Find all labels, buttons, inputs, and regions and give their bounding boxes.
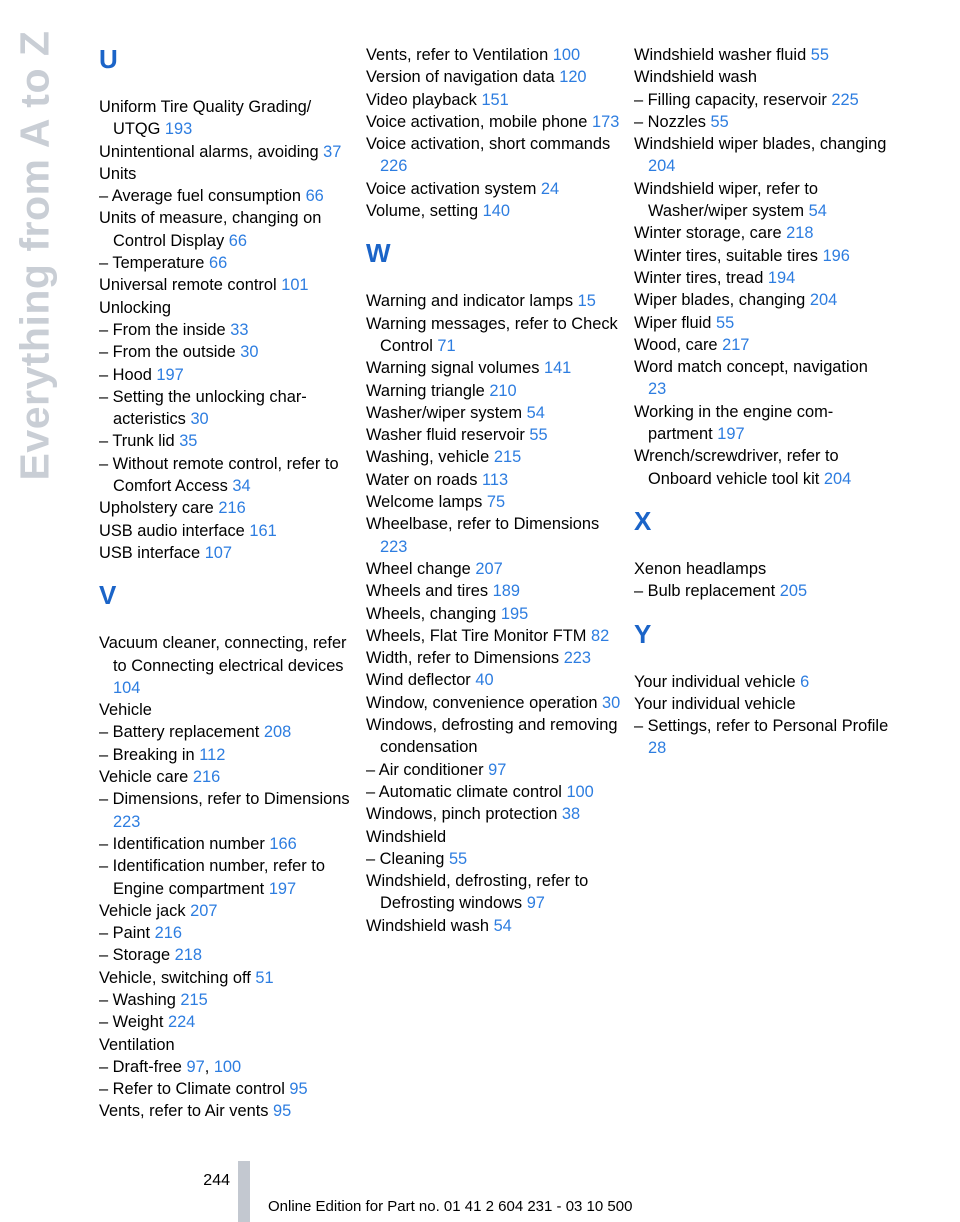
entry-text: Windows, defrosting and removing condensation [366,716,618,757]
index-entry [366,558,621,580]
entry-text: Wiper fluid [634,313,712,332]
page-link[interactable]: 173 [591,112,620,131]
index-entry [99,1078,354,1100]
index-entry [634,401,889,446]
entry-text: Windows, pinch protection [366,805,558,824]
index-entry [366,402,621,424]
page-link[interactable]: 30 [190,410,209,429]
page-link[interactable]: 207 [190,901,218,920]
page-link[interactable]: 218 [174,946,202,965]
index-entry [99,319,354,341]
page-link[interactable]: 226 [380,157,408,176]
entry-text: – Filling capacity, reservoir [634,90,827,109]
index-entry [99,364,354,386]
page-link[interactable]: 101 [281,276,309,295]
entry-text: Vehicle care [99,768,189,787]
entry-text: Wheels and tires [366,582,489,601]
index-entry [634,178,889,223]
page-link[interactable]: 54 [493,916,512,935]
index-column-2 [366,44,621,937]
page-link[interactable]: 197 [156,365,184,384]
entry-text: Vehicle, switching off [99,968,251,987]
entry-text: Voice activation, short commands [366,135,611,154]
page-link[interactable]: 33 [230,320,249,339]
page-number: 244 [203,1172,230,1189]
index-entry [366,111,621,133]
entry-text: – Storage [99,946,171,965]
entry-text: Windshield wash [366,916,489,935]
page-link[interactable]: 208 [263,723,292,742]
index-entry [634,44,889,66]
page-link[interactable]: 120 [559,68,587,87]
entry-text: Your individual vehicle [634,694,796,713]
page-link[interactable]: 6 [800,672,810,691]
entry-text: Universal remote control [99,276,277,295]
entry-text: – From the inside [99,320,226,339]
entry-text: Vents, refer to Ventilation [366,46,549,64]
index-entry [99,185,354,207]
entry-text: USB interface [99,543,201,562]
index-entry [634,89,889,111]
entry-text: Window, convenience operation [366,693,598,712]
page-link[interactable]: 197 [268,879,297,898]
index-entry [99,967,354,989]
page-link[interactable]: 107 [204,543,233,562]
index-entry [634,445,889,490]
entry-text: Water on roads [366,470,478,489]
index-entry [99,453,354,498]
index-entry [366,669,621,691]
page-link[interactable]: 15 [577,292,596,311]
page-link[interactable]: 55 [710,112,729,131]
index-entry [99,989,354,1011]
index-entry [634,356,889,401]
index-entry [99,1011,354,1033]
page-link[interactable]: 28 [648,739,667,758]
entry-text: – Setting the unlocking characteristics [99,387,307,429]
index-entry [366,290,621,312]
index-entry [99,855,354,900]
entry-text: – Washing [99,990,176,1009]
section-letter: U [99,44,118,74]
page-link[interactable]: 55 [716,313,735,332]
section-letter: X [634,505,652,536]
index-entry [366,781,621,803]
index-entry [99,274,354,296]
page-link[interactable]: 207 [475,559,503,578]
index-column-1 [99,44,354,1123]
index-entry [366,625,621,647]
entry-text: – Trunk lid [99,432,175,451]
entry-text: Video playback [366,90,477,109]
entry-text: Vents, refer to Air vents [99,1102,269,1121]
index-entry [99,632,354,699]
index-entry [366,603,621,625]
entry-text: Wrench/screwdriver, refer to Onboard vehicle tool kit [634,447,839,488]
page-link[interactable]: 66 [305,187,324,206]
index-entry [634,66,889,88]
index-entry [366,915,621,937]
page-link[interactable]: 205 [779,582,808,601]
page-link[interactable]: 55 [448,849,468,868]
page-link[interactable]: 54 [526,403,545,422]
index-entry [366,803,621,825]
page-link[interactable]: 51 [255,968,274,987]
index-entry [99,207,354,252]
page-link[interactable]: 24 [540,179,560,198]
side-title [4,30,66,480]
entry-text: – Battery replacement [99,723,260,742]
page-link[interactable]: 37 [323,142,342,161]
page-link[interactable]: 224 [167,1013,196,1032]
index-entry [634,693,889,715]
footer-bar [238,1161,250,1222]
page-link[interactable]: 223 [113,812,141,831]
page-link[interactable]: 100 [213,1057,242,1076]
index-entry [366,491,621,513]
page-link[interactable]: 100 [552,46,581,64]
page-link[interactable]: 30 [602,693,621,712]
entry-text: Winter tires, tread [634,268,764,287]
index-entry [634,715,889,760]
entry-text: – Hood [99,365,152,384]
entry-text: Your individual vehicle [634,672,796,691]
index-entry [634,267,889,289]
entry-text: Warning and indicator lamps [366,292,574,311]
page-link[interactable]: 225 [831,90,859,109]
index-entry [99,297,354,319]
index-entry [99,944,354,966]
index-entry [366,44,621,66]
entry-text: Word match concept, navigation [634,358,868,377]
index-entry [634,334,889,356]
page-link[interactable]: 55 [810,46,829,64]
entry-text: Windshield [366,827,447,846]
page-link[interactable]: 95 [289,1080,308,1099]
index-entry [99,163,354,185]
page-link[interactable]: 223 [563,649,592,668]
page-link[interactable]: 140 [482,202,510,221]
entry-text: – Automatic climate control [366,782,562,801]
index-entry: – Draft-free 97, 100 [99,1057,242,1076]
side-title-text: Everything from A to Z [11,30,58,480]
page-link[interactable]: 197 [717,425,745,444]
page-link[interactable]: 189 [492,582,520,601]
page-link[interactable]: 195 [500,604,529,623]
entry-text: Washer fluid reservoir [366,426,525,445]
entry-text: – Weight [99,1013,164,1032]
page-link[interactable]: 35 [179,432,198,451]
entry-text: Wheel change [366,559,471,578]
index-entry [99,520,354,542]
entry-text: – Without remote control, refer to Comfort Access [99,454,339,496]
entry-text: Wheels, changing [366,604,497,623]
index-entry [366,380,621,402]
entry-text: Vacuum cleaner, connecting, refer to Connecting electrical devices [99,634,347,675]
index-entry [99,1100,354,1122]
section-letter: W [366,238,391,269]
index-entry [634,671,889,693]
page-link[interactable]: 204 [648,157,676,176]
page-link[interactable]: 82 [590,626,610,645]
page-link[interactable]: 161 [249,521,277,540]
entry-text: – Cleaning [366,849,445,868]
entry-text: – Settings, refer to Personal Profile [634,717,889,736]
entry-text: Uniform Tire Quality Grading/ UTQG [99,98,312,139]
index-entry [366,313,621,358]
index-entry [366,469,621,491]
entry-text: Voice activation, mobile phone [366,112,588,131]
index-entry [366,133,621,178]
index-entry [366,759,621,781]
index-entry [366,714,621,759]
entry-text: Vehicle [99,701,152,720]
index-entry [99,497,354,519]
entry-text: Upholstery care [99,499,214,518]
section-letter: V [99,580,117,611]
entry-text: – Identification number, refer to Engine compartment [99,857,325,898]
index-entry [99,744,354,766]
page-link[interactable]: 216 [192,768,221,787]
entry-text: Winter storage, care [634,224,782,243]
index-entry [99,386,354,431]
index-entry [634,245,889,267]
entry-text: Warning signal volumes [366,359,540,378]
index-entry [366,357,621,379]
page-link[interactable]: 95 [273,1102,292,1121]
index-entry [634,558,889,580]
entry-text: Units [99,164,137,183]
index-entry [366,200,621,222]
index-entry [99,922,354,944]
page-link[interactable]: 204 [823,469,852,488]
entry-text: – Dimensions, refer to Dimensions [99,790,350,809]
entry-text: Units of measure, changing on Control Display [99,209,322,250]
entry-text: Warning triangle [366,381,485,400]
entry-text: – Temperature [99,254,205,273]
page-link[interactable]: 66 [228,231,247,250]
entry-text: Windshield washer fluid [634,46,807,64]
index-entry [634,312,889,334]
index-entry [99,699,354,721]
index-entry [634,222,889,244]
index-entry [99,833,354,855]
page-link[interactable]: 166 [269,834,297,853]
page-link[interactable]: 204 [809,291,838,310]
page-link[interactable]: 54 [808,202,827,221]
entry-text: Wheelbase, refer to Dimensions [366,515,600,534]
page-link[interactable]: 112 [199,745,226,764]
entry-text: Warning messages, refer to Check Control [366,314,618,355]
index-entry [99,900,354,922]
index-entry [366,580,621,602]
page-link[interactable]: 66 [208,254,228,273]
page-link[interactable]: 97 [488,760,507,779]
page-link[interactable]: 97 [526,894,545,913]
entry-text: – Paint [99,924,151,943]
entry-text: Welcome lamps [366,493,483,512]
entry-text: Wind deflector [366,671,471,690]
page-link[interactable]: 113 [482,470,509,489]
entry-text: Windshield wiper blades, changing [634,135,887,154]
entry-text: Windshield wiper, refer to Washer/wiper system [634,179,819,221]
entry-text: Ventilation [99,1035,175,1054]
page-link[interactable]: 194 [767,268,796,287]
index-entry [366,513,621,558]
footer-edition-text: Online Edition for Part no. 01 41 2 604 231 - 03 10 500 [268,1198,633,1215]
entry-text: Vehicle jack [99,901,186,920]
entry-text: USB audio interface [99,521,245,540]
index-entry [634,133,889,178]
page-link[interactable]: 30 [240,343,259,362]
entry-text: – Air conditioner [366,760,484,779]
page-link[interactable]: 151 [481,90,509,109]
page-link[interactable]: 38 [561,805,581,824]
index-entry [99,430,354,452]
section-letter: Y [634,618,652,649]
index-entry [99,341,354,363]
index-entry [366,89,621,111]
entry-text: Xenon headlamps [634,559,767,578]
index-entry [99,721,354,743]
entry-text: – Average fuel consumption [99,187,301,206]
index-entry [366,870,621,915]
index-entry [99,1034,354,1056]
entry-text: Windshield, defrosting, refer to Defrosting windows [366,872,589,913]
index-entry [366,446,621,468]
page-link[interactable]: 141 [543,359,572,378]
entry-text: Washing, vehicle [366,448,490,467]
entry-text: – Bulb replacement [634,582,776,601]
entry-text: Unintentional alarms, avoiding [99,142,319,161]
entry-text: Width, refer to Dimensions [366,649,560,668]
index-entry [99,788,354,833]
index-entry [634,580,889,602]
index-entry [366,826,621,848]
page-link[interactable]: 196 [822,246,850,265]
page-link[interactable]: 216 [218,499,246,518]
index-entry [99,96,354,141]
entry-text: Wiper blades, changing [634,291,806,310]
entry-text: Volume, setting [366,202,479,221]
entry-text: Version of navigation data [366,68,555,87]
index-entry [366,424,621,446]
page-link[interactable]: 75 [486,493,506,512]
index-entry [99,141,354,163]
entry-text: – Breaking in [99,745,195,764]
page-link[interactable]: 215 [180,990,208,1009]
entry-text: Voice activation system [366,179,537,198]
entry-text: – Refer to Climate control [99,1080,285,1099]
entry-text: Wood, care [634,335,718,354]
page-link[interactable]: 193 [164,120,193,139]
index-entry [366,692,621,714]
page-link[interactable]: 223 [380,537,408,556]
index-entry [366,66,621,88]
entry-text: Wheels, Flat Tire Monitor FTM [366,626,587,645]
entry-text: – Draft-free [99,1057,182,1076]
entry-text: Windshield wash [634,68,757,87]
index-column-3 [634,44,889,760]
index-entry [366,178,621,200]
index-entry [99,252,354,274]
page-link[interactable]: 97 [186,1057,205,1076]
page-link[interactable]: 215 [493,448,522,467]
index-entry [99,766,354,788]
page-link[interactable]: 23 [648,380,667,399]
index-entry [99,542,354,564]
index-entry [634,289,889,311]
page-link[interactable]: 40 [475,671,494,690]
index-entry [366,848,621,870]
entry-text: – From the outside [99,343,236,362]
entry-text: Washer/wiper system [366,403,523,422]
page-link[interactable]: 104 [113,678,141,697]
page-link[interactable]: 55 [529,426,548,445]
entry-text: Working in the engine compartment [634,402,834,444]
entry-text: – Nozzles [634,112,706,131]
index-entry [634,111,889,133]
page-link[interactable]: 100 [566,782,594,801]
page-link[interactable]: 34 [232,477,251,496]
page-link[interactable]: 71 [437,336,456,355]
page-link[interactable]: 217 [722,335,750,354]
entry-text: – Identification number [99,834,265,853]
entry-text: Winter tires, suitable tires [634,246,818,265]
entry-text: Unlocking [99,298,171,317]
page-link[interactable]: 216 [154,924,182,943]
page-link[interactable]: 218 [786,224,814,243]
page-link[interactable]: 210 [489,381,517,400]
index-entry [366,647,621,669]
